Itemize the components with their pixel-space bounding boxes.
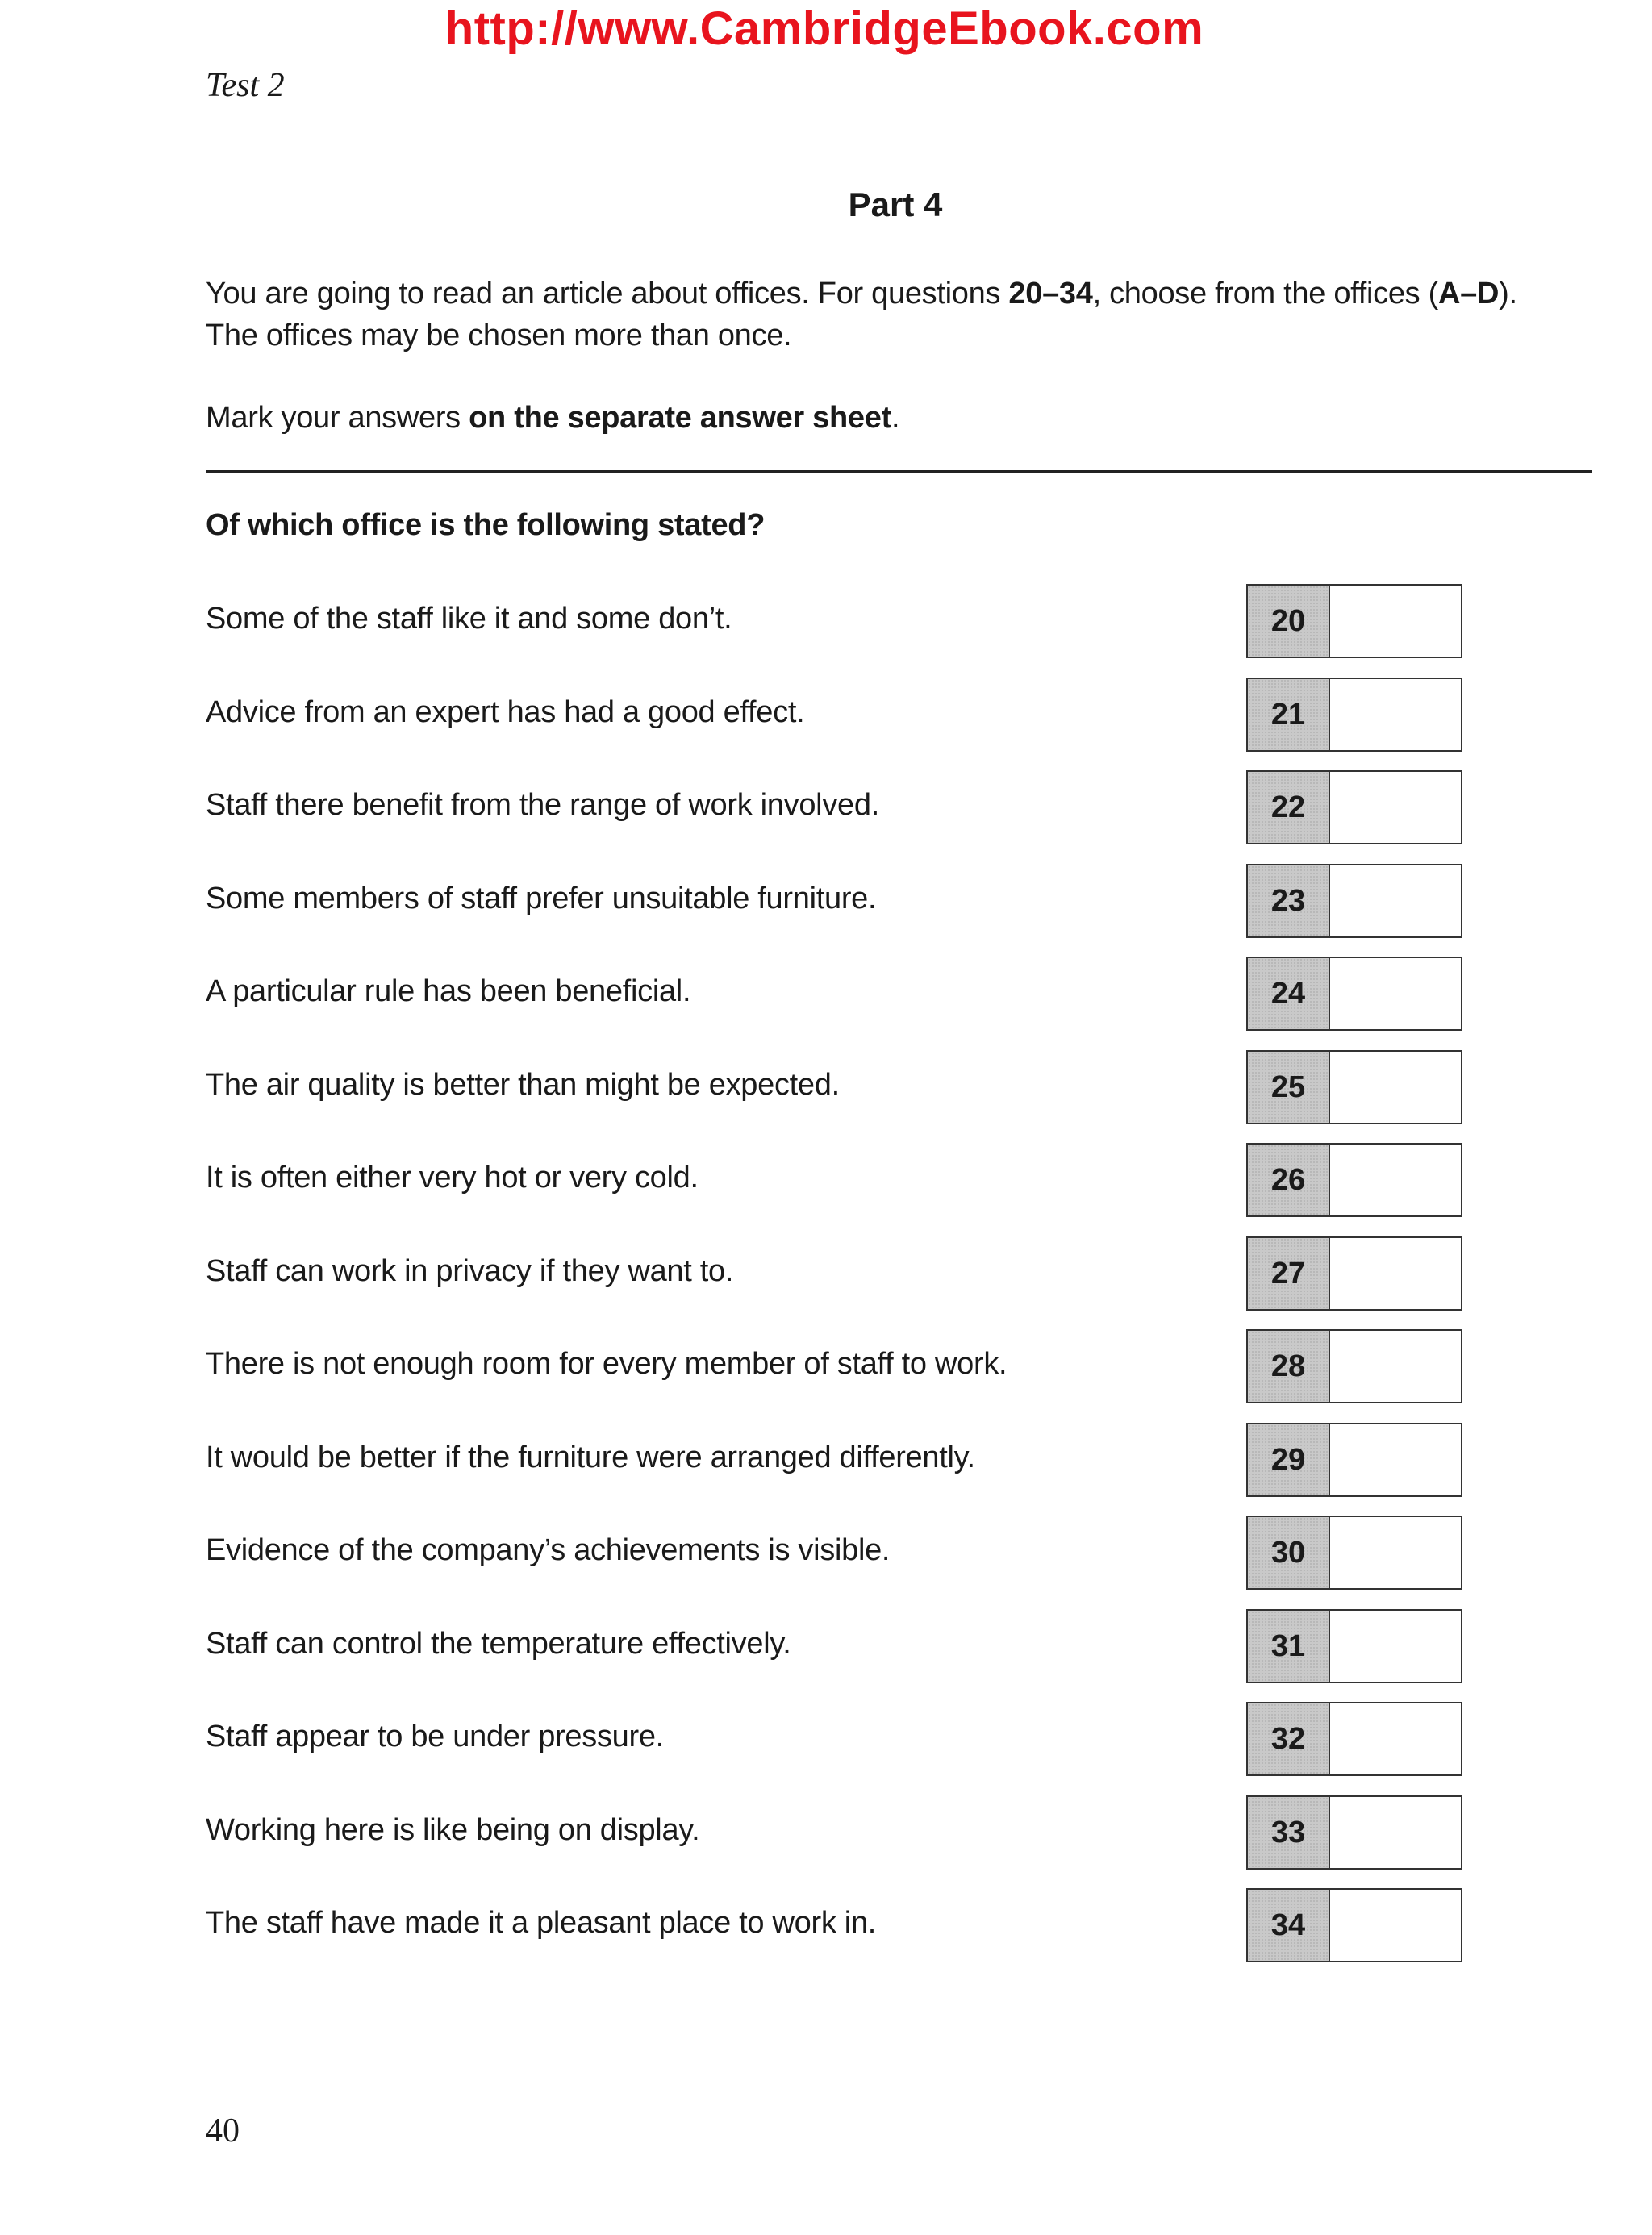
divider-rule: [206, 470, 1592, 473]
question-row: [0, 770, 1652, 848]
question-number: 24: [1246, 957, 1330, 1031]
question-text: Some of the staff like it and some don’t.: [206, 602, 732, 636]
question-text: There is not enough room for every member of staff to work.: [206, 1347, 1007, 1381]
question-row: [0, 1236, 1652, 1314]
answer-box[interactable]: [1330, 1423, 1462, 1497]
answer-box[interactable]: [1330, 1516, 1462, 1590]
question-number: 30: [1246, 1516, 1330, 1590]
question-text: Staff appear to be under pressure.: [206, 1720, 664, 1753]
question-text: Staff can control the temperature effectively.: [206, 1627, 791, 1661]
question-text: Staff can work in privacy if they want to.: [206, 1254, 734, 1288]
question-row: [0, 957, 1652, 1034]
question-row: [0, 1050, 1652, 1128]
question-text: Evidence of the company’s achievements is visible.: [206, 1533, 891, 1567]
answer-box[interactable]: [1330, 864, 1462, 938]
question-text: Some members of staff prefer unsuitable furniture.: [206, 882, 877, 915]
question-row: [0, 1423, 1652, 1500]
question-text: Staff there benefit from the range of work involved.: [206, 788, 879, 822]
question-text: The staff have made it a pleasant place to work in.: [206, 1906, 877, 1940]
answer-box[interactable]: [1330, 1143, 1462, 1217]
question-text: The air quality is better than might be expected.: [206, 1068, 840, 1102]
answer-box[interactable]: [1330, 957, 1462, 1031]
question-row: [0, 1702, 1652, 1779]
question-number: 34: [1246, 1888, 1330, 1962]
question-heading: Of which office is the following stated?: [206, 508, 766, 542]
question-row: [0, 1609, 1652, 1687]
question-text: Advice from an expert has had a good effect.: [206, 695, 805, 729]
instructions-line-2: The offices may be chosen more than once.: [206, 319, 792, 352]
question-number: 22: [1246, 770, 1330, 844]
question-number: 27: [1246, 1236, 1330, 1311]
instructions-line-1: You are going to read an article about offices. For questions 20–34, choose from the offices (A–D).: [206, 277, 1517, 311]
question-row: [0, 1795, 1652, 1873]
answer-box[interactable]: [1330, 1050, 1462, 1124]
question-text: Working here is like being on display.: [206, 1813, 700, 1847]
answer-box[interactable]: [1330, 1888, 1462, 1962]
question-row: [0, 1329, 1652, 1407]
answer-box[interactable]: [1330, 1609, 1462, 1683]
question-row: [0, 1143, 1652, 1220]
instructions-mark-answers: Mark your answers on the separate answer sheet.: [206, 401, 900, 435]
question-number: 20: [1246, 584, 1330, 658]
question-text: A particular rule has been beneficial.: [206, 974, 691, 1008]
question-number: 31: [1246, 1609, 1330, 1683]
page-number: 40: [206, 2112, 240, 2150]
question-number: 23: [1246, 864, 1330, 938]
question-number: 28: [1246, 1329, 1330, 1403]
answer-box[interactable]: [1330, 678, 1462, 752]
answer-box[interactable]: [1330, 1795, 1462, 1870]
question-number: 26: [1246, 1143, 1330, 1217]
question-row: [0, 584, 1652, 661]
instructions: [206, 273, 1593, 439]
answer-box[interactable]: [1330, 584, 1462, 658]
answer-box[interactable]: [1330, 770, 1462, 844]
part-title: Part 4: [848, 186, 943, 223]
question-text: It would be better if the furniture were arranged differently.: [206, 1441, 975, 1474]
question-number: 32: [1246, 1702, 1330, 1776]
answer-box[interactable]: [1330, 1236, 1462, 1311]
question-text: It is often either very hot or very cold.: [206, 1161, 699, 1195]
question-number: 29: [1246, 1423, 1330, 1497]
watermark-text: http://www.CambridgeEbook.com: [444, 2, 1204, 55]
question-number: 33: [1246, 1795, 1330, 1870]
question-number: 25: [1246, 1050, 1330, 1124]
watermark-url: [0, 2, 1652, 56]
question-row: [0, 1516, 1652, 1593]
question-row: [0, 864, 1652, 941]
running-head: Test 2: [206, 67, 285, 104]
question-number: 21: [1246, 678, 1330, 752]
question-row: [0, 1888, 1652, 1966]
answer-box[interactable]: [1330, 1702, 1462, 1776]
question-row: [0, 678, 1652, 755]
answer-box[interactable]: [1330, 1329, 1462, 1403]
